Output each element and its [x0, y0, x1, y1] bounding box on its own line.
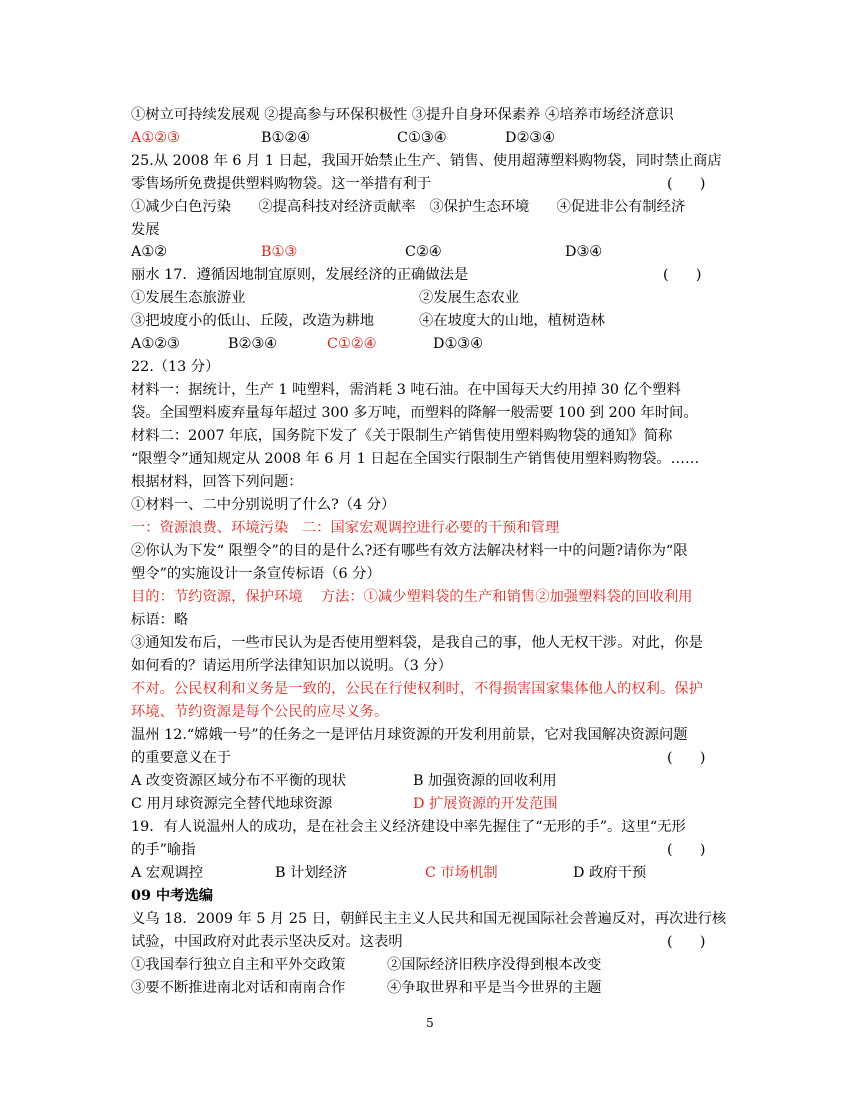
q25-stem-1: 25.从 2008 年 6 月 1 日起，我国开始禁止生产、销售、使用超薄塑料购物袋，同时禁止商店	[131, 153, 722, 169]
wenzhou12-answer-blank: ( )	[667, 750, 706, 766]
q22-sub3-answer-a: 不对。公民权利和义务是一致的，公民在行使权利时，不得损害国家集体他人的权利。保护	[131, 681, 703, 697]
q22-sub2-answer: 目的：节约资源，保护环境 方法：①减少塑料袋的生产和销售②加强塑料袋的回收利用	[131, 589, 693, 605]
q22-heading: 22.（13 分）	[131, 359, 220, 375]
q24-choice-b: B①②④	[261, 130, 310, 146]
q19-choice-c: C 市场机制	[425, 865, 498, 881]
q22-material-2a: 材料二：2007 年底，国务院下发了《关于限制生产销售使用塑料购物袋的通知》简称	[131, 428, 673, 444]
section-heading-09: 09 中考选编	[131, 888, 214, 904]
q22-material-2b: “限塑令”通知规定从 2008 年 6 月 1 日起在全国实行限制生产销售使用塑料购物袋。……	[131, 451, 700, 467]
q19-choice-b: B 计划经济	[275, 865, 348, 881]
q22-material-1a: 材料一：据统计，生产 1 吨塑料，需消耗 3 吨石油。在中国每天大约用掉 30 亿个塑料	[131, 382, 681, 398]
q25-statements-cont: 发展	[131, 222, 160, 238]
q22-sub2-slogan: 标语：略	[131, 612, 189, 628]
q25-stem-2: 零售场所免费提供塑料购物袋。这一举措有利于	[131, 176, 432, 192]
page-number: 5	[426, 1016, 434, 1030]
q25-choice-b: B①③	[261, 244, 298, 260]
lishui17-choice-d: D①③④	[433, 336, 483, 352]
q19-stem-1: 19．有人说温州人的成功，是在社会主义经济建设中率先握住了“无形的手”。这里“无形	[131, 819, 686, 835]
lishui17-choice-a: A①②③	[131, 336, 180, 352]
wenzhou12-stem-1: 温州 12.“嫦娥一号”的任务之一是评估月球资源的开发利用前景，它对我国解决资源问题	[131, 727, 688, 743]
q25-choice-a: A①②	[131, 244, 167, 260]
q22-sub3-b: 如何看的？请运用所学法律知识加以说明。（3 分）	[131, 658, 453, 674]
q22-sub2-b: 塑令”的实施设计一条宣传标语（6 分）	[131, 566, 381, 582]
yiwu18-stem-2: 试验，中国政府对此表示坚决反对。这表明	[131, 934, 403, 950]
wenzhou12-stem-2: 的重要意义在于	[131, 750, 232, 766]
yiwu18-answer-blank: ( )	[667, 934, 706, 950]
q22-material-1b: 袋。全国塑料废弃量每年超过 300 多万吨，而塑料的降解一般需要 100 到 200 年时间。	[131, 405, 698, 421]
q25-choice-d: D③④	[565, 244, 603, 260]
lishui17-choice-b: B②③④	[228, 336, 277, 352]
q22-sub3-a: ③通知发布后，一些市民认为是否使用塑料袋，是我自己的事，他人无权干涉。对此，你是	[131, 635, 703, 651]
q22-sub1: ①材料一、二中分别说明了什么?（4 分）	[131, 497, 396, 513]
q24-choice-c: C①③④	[397, 130, 447, 146]
lishui17-choice-c: C①②④	[327, 336, 377, 352]
lishui17-answer-blank: ( )	[663, 267, 702, 283]
lishui17-statement-3: ③把坡度小的低山、丘陵，改造为耕地	[131, 313, 375, 329]
q24-choice-a: A①②③	[131, 130, 180, 146]
lishui17-statement-4: ④在坡度大的山地，植树造林	[419, 313, 605, 329]
yiwu18-statement-2: ②国际经济旧秩序没得到根本改变	[387, 957, 602, 973]
wenzhou12-choice-c: C 用月球资源完全替代地球资源	[131, 796, 333, 812]
yiwu18-statement-3: ③要不断推进南北对话和南南合作	[131, 980, 346, 996]
lishui17-stem: 丽水 17．遵循因地制宜原则，发展经济的正确做法是	[131, 267, 469, 283]
wenzhou12-choice-b: B 加强资源的回收利用	[413, 773, 557, 789]
q25-choice-c: C②④	[405, 244, 442, 260]
q25-answer-blank: ( )	[667, 176, 706, 192]
q25-statements: ①减少白色污染 ②提高科技对经济贡献率 ③保护生态环境 ④促进非公有制经济	[131, 199, 686, 215]
yiwu18-statement-1: ①我国奉行独立自主和平外交政策	[131, 957, 346, 973]
q19-choice-a: A 宏观调控	[131, 865, 204, 881]
q24-options-statement: ①树立可持续发展观 ②提高参与环保积极性 ③提升自身环保素养 ④培养市场经济意识	[131, 107, 674, 123]
yiwu18-statement-4: ④争取世界和平是当今世界的主题	[387, 980, 602, 996]
q24-choice-d: D②③④	[505, 130, 555, 146]
q19-answer-blank: ( )	[667, 842, 706, 858]
q19-choice-d: D 政府干预	[573, 865, 647, 881]
lishui17-statement-2: ②发展生态农业	[419, 290, 520, 306]
wenzhou12-choice-d: D 扩展资源的开发范围	[413, 796, 558, 812]
wenzhou12-choice-a: A 改变资源区域分布不平衡的现状	[131, 773, 347, 789]
q22-sub3-answer-b: 环境、节约资源是每个公民的应尽义务。	[131, 704, 389, 720]
yiwu18-stem-1: 义乌 18．2009 年 5 月 25 日，朝鲜民主主义人民共和国无视国际社会普遍反对，再次进行核	[131, 911, 727, 927]
lishui17-statement-1: ①发展生态旅游业	[131, 290, 246, 306]
q22-sub2-a: ②你认为下发“ 限塑令”的目的是什么?还有哪些有效方法解决材料一中的问题?请你为“限	[131, 543, 688, 559]
q22-sub1-answer: 一：资源浪费、环境污染 二：国家宏观调控进行必要的干预和管理	[131, 520, 560, 536]
q22-instruction: 根据材料，回答下列问题：	[131, 474, 303, 490]
q19-stem-2: 的手”喻指	[131, 842, 196, 858]
